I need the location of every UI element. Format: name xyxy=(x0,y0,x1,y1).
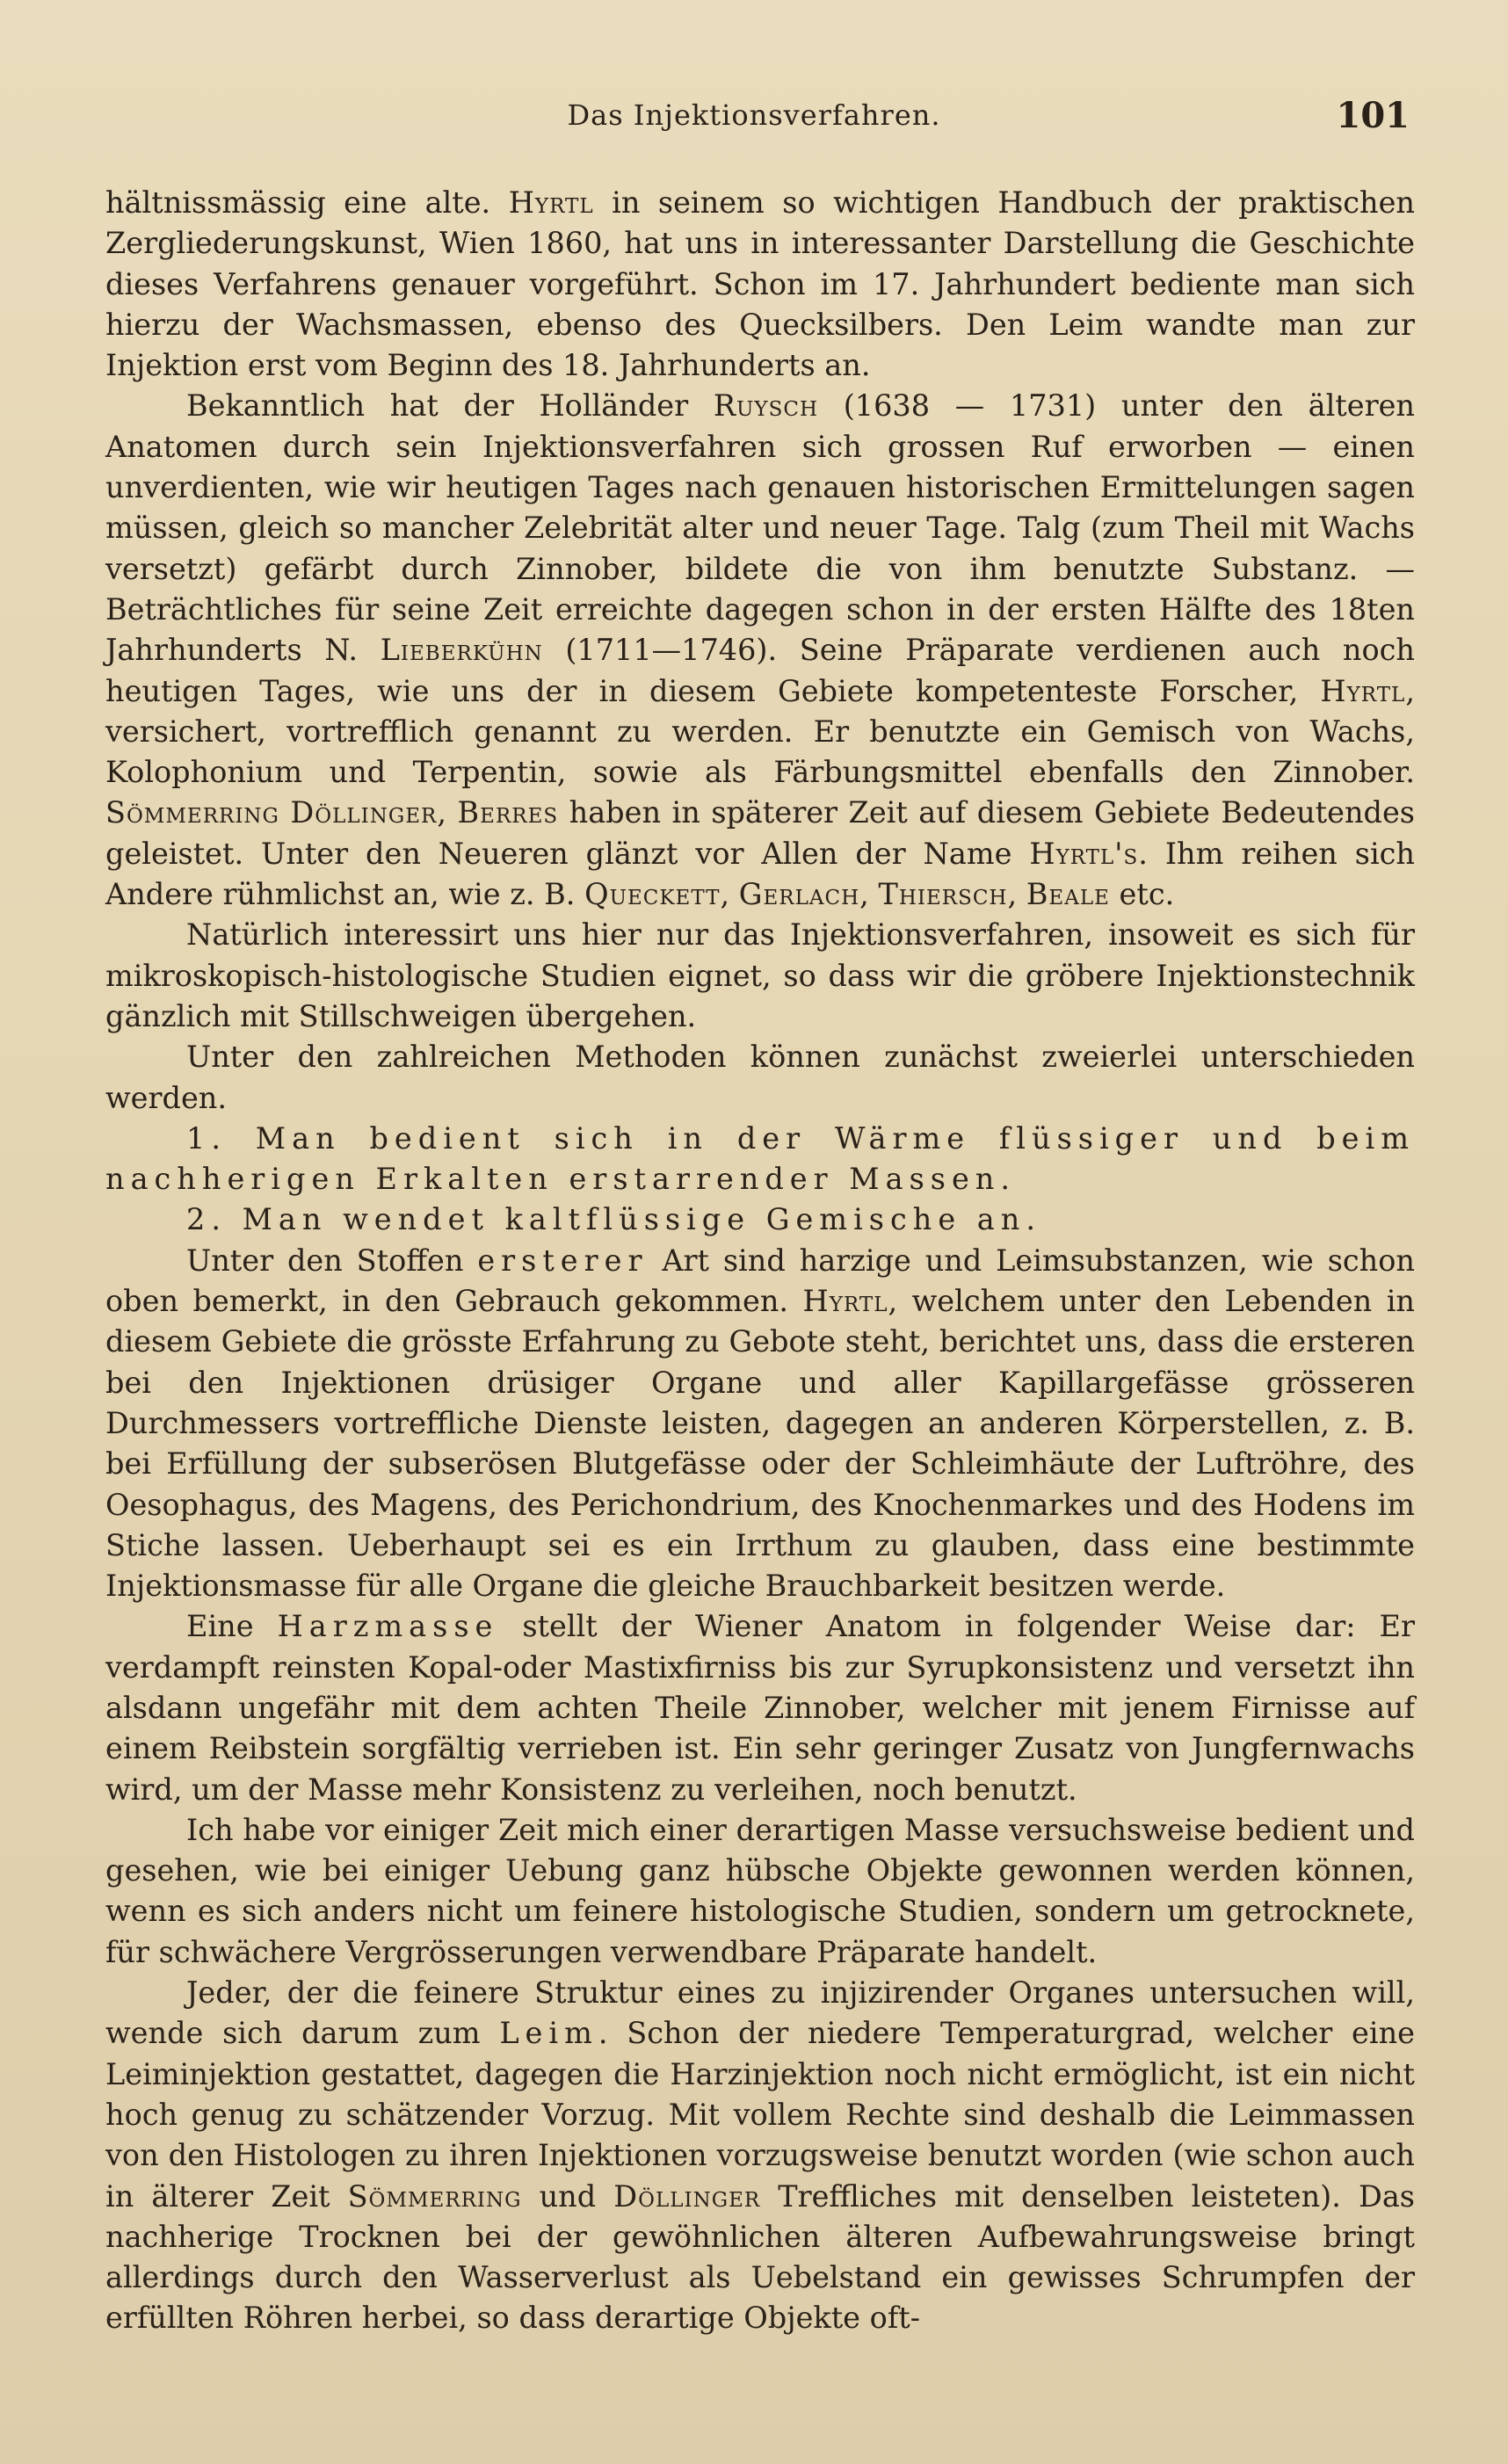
text-run: Unter den zahlreichen Methoden können zunächst zweierlei unterschieden werden. xyxy=(105,1040,1415,1115)
text-run: , xyxy=(437,795,458,830)
paragraph xyxy=(105,386,1415,915)
paragraph xyxy=(105,1199,1415,1240)
author-name: Queckett xyxy=(584,877,721,912)
paragraph xyxy=(105,1973,1415,2339)
paragraph xyxy=(105,915,1415,1037)
text-run: , versichert, vortrefflich genannt zu werden. Er benutzte ein Gemisch von Wachs, Kolophonium und Terpentin, sowie als Färbungsmittel ebenfalls den Zinnober. xyxy=(105,673,1415,790)
text-run: Eine xyxy=(186,1609,278,1644)
author-name: Hyrtl xyxy=(508,185,594,220)
text-run: . Schon der niedere Temperaturgrad, welcher eine Leiminjektion gestattet, dagegen die Harzinjektion noch nicht ermöglicht, ist ein nicht hoch genug zu schätzender Vorzug. Mit vollem Rechte sind deshalb die Leimmassen von den Histologen zu ihren Injektionen vorzugsweise benutzt worden (wie schon auch in älterer Zeit xyxy=(105,2016,1415,2214)
text-run: , xyxy=(859,877,879,912)
author-name: Sömmerring xyxy=(347,2178,522,2214)
text-run: in seinem so wichtigen Handbuch der praktischen Zergliederungskunst, Wien 1860, hat uns in interessanter Darstellung die Geschichte dieses Verfahrens genauer vorgeführt. Schon im 17. Jahrhundert bediente man sich hierzu der Wachsmassen, ebenso des Quecksilbers. Den Leim wandte man zur Injektion erst vom Beginn des 18. Jahrhunderts an. xyxy=(105,185,1416,383)
body-text xyxy=(105,183,1415,2339)
text-run: (1638 — 1731) unter den älteren Anatomen durch sein Injektionsverfahren sich grossen Ruf erworben — einen unverdienten, wie wir heutigen Tages nach genauen historischen Ermittelungen sagen müssen, gleich so mancher Zelebrität alter und neuer Tage. Talg (zum Theil mit Wachs versetzt) gefärbt durch Zinnober, bildete die von ihm benutzte Substanz. — Beträchtliches für seine Zeit erreichte dagegen schon in der ersten Hälfte des 18ten Jahrhunderts N. xyxy=(105,388,1416,668)
text-run: und xyxy=(521,2178,614,2214)
emphasis-text: ersterer xyxy=(477,1243,649,1278)
text-run: stellt der Wiener Anatom in folgender Weise dar: Er verdampft reinsten Kopal-oder Mastixfirniss bis zur Syrupkonsistenz und versetzt ihn alsdann ungefähr mit dem achten Theile Zinnober, welcher mit jenem Firnisse auf einem Reibstein sorgfältig verrieben ist. Ein sehr geringer Zusatz von Jungfernwachs wird, um der Masse mehr Konsistenz zu verleihen, noch benutzt. xyxy=(105,1609,1415,1807)
text-run: , welchem unter den Lebenden in diesem Gebiete die grösste Erfahrung zu Gebote steht, berichtet uns, dass die ersteren bei den Injektionen drüsiger Organe und aller Kapillargefässe grösseren Durchmessers vortreffliche Dienste leisten, dagegen an anderen Körperstellen, z. B. bei Erfüllung der subserösen Blutgefässe oder der Schleimhäute der Luftröhre, des Oesophagus, des Magens, des Perichondrium, des Knochenmarkes und des Hodens im Stiche lassen. Ueberhaupt sei es ein Irrthum zu glauben, dass eine bestimmte Injektionsmasse für alle Organe die gleiche Brauchbarkeit besitzen werde. xyxy=(105,1284,1416,1604)
text-run: Treffliches mit denselben leisteten). Das nachherige Trocknen bei der gewöhnlichen älteren Aufbewahrungsweise bringt allerdings durch den Wasserverlust als Uebelstand ein gewisses Schrumpfen der erfüllten Röhren herbei, so dass derartige Objekte oft- xyxy=(105,2178,1415,2336)
paragraph xyxy=(105,1119,1415,1200)
paragraph xyxy=(105,1606,1415,1809)
author-name: Beale xyxy=(1026,877,1110,912)
text-run: Art sind harzige und Leimsubstanzen, wie schon oben bemerkt, in den Gebrauch gekommen. xyxy=(105,1243,1416,1319)
author-name: Gerlach xyxy=(738,877,860,912)
author-name: Sömmerring xyxy=(105,795,279,830)
running-title: Das Injektionsverfahren. xyxy=(567,98,941,132)
author-name: Thiersch xyxy=(878,877,1008,912)
author-name: Hyrtl's xyxy=(1029,836,1139,871)
running-head xyxy=(0,95,1508,151)
text-run: Jeder, der die feinere Struktur eines zu injizirender Organes untersuchen will, wende sich darum zum xyxy=(105,1975,1415,2051)
paragraph xyxy=(105,1241,1415,1607)
emphasis-text: Harzmasse xyxy=(277,1609,499,1644)
text-run: Ich habe vor einiger Zeit mich einer derartigen Masse versuchsweise bedient und gesehen, wie bei einiger Uebung ganz hübsche Objekte gewonnen werden können, wenn es sich anders nicht um feinere histologische Studien, sondern um getrocknete, für schwächere Vergrösserungen verwendbare Präparate handelt. xyxy=(105,1812,1415,1969)
text-run: , xyxy=(1007,877,1026,912)
text-run: Natürlich interessirt uns hier nur das Injektionsverfahren, insoweit es sich für mikroskopisch-histologische Studien eignet, so dass wir die gröbere Injektionstechnik gänzlich mit Stillschweigen übergehen. xyxy=(105,917,1415,1033)
author-name: Döllinger xyxy=(613,2178,761,2214)
text-run: Unter den Stoffen xyxy=(186,1243,478,1278)
text-run: haben in späterer Zeit auf diesem Gebiete Bedeutendes geleistet. Unter den Neueren glänzt vor Allen der Name xyxy=(105,795,1415,871)
emphasis-text: Leim xyxy=(499,2016,598,2051)
paragraph xyxy=(105,1810,1415,1973)
text-run: hältnissmässig eine alte. xyxy=(105,185,509,220)
paragraph xyxy=(105,1037,1415,1119)
emphasis-text: 2. Man wendet kaltflüssige Gemische an. xyxy=(186,1202,1041,1237)
text-run: Bekanntlich hat der Holländer xyxy=(186,388,714,424)
author-name: Lieberkühn xyxy=(380,633,543,668)
text-run: , xyxy=(720,877,739,912)
author-name: Hyrtl xyxy=(1320,673,1406,708)
paragraph xyxy=(105,183,1415,386)
text-run: (1711—1746). Seine Präparate verdienen auch noch heutigen Tages, wie uns der in diesem Gebiete kompetenteste Forscher, xyxy=(105,633,1415,708)
page-number: 101 xyxy=(1336,95,1410,136)
text-run: . Ihm reihen sich Andere rühmlichst an, wie z. B. xyxy=(105,836,1416,912)
author-name: Döllinger xyxy=(290,795,438,830)
emphasis-text: 1. Man bedient sich in der Wärme flüssiger und beim nachherigen Erkalten erstarrender Massen. xyxy=(105,1120,1415,1197)
author-name: Ruysch xyxy=(713,388,819,424)
author-name: Berres xyxy=(457,795,559,830)
text-run: etc. xyxy=(1109,877,1175,912)
text-run xyxy=(279,795,291,830)
author-name: Hyrtl xyxy=(802,1284,888,1319)
